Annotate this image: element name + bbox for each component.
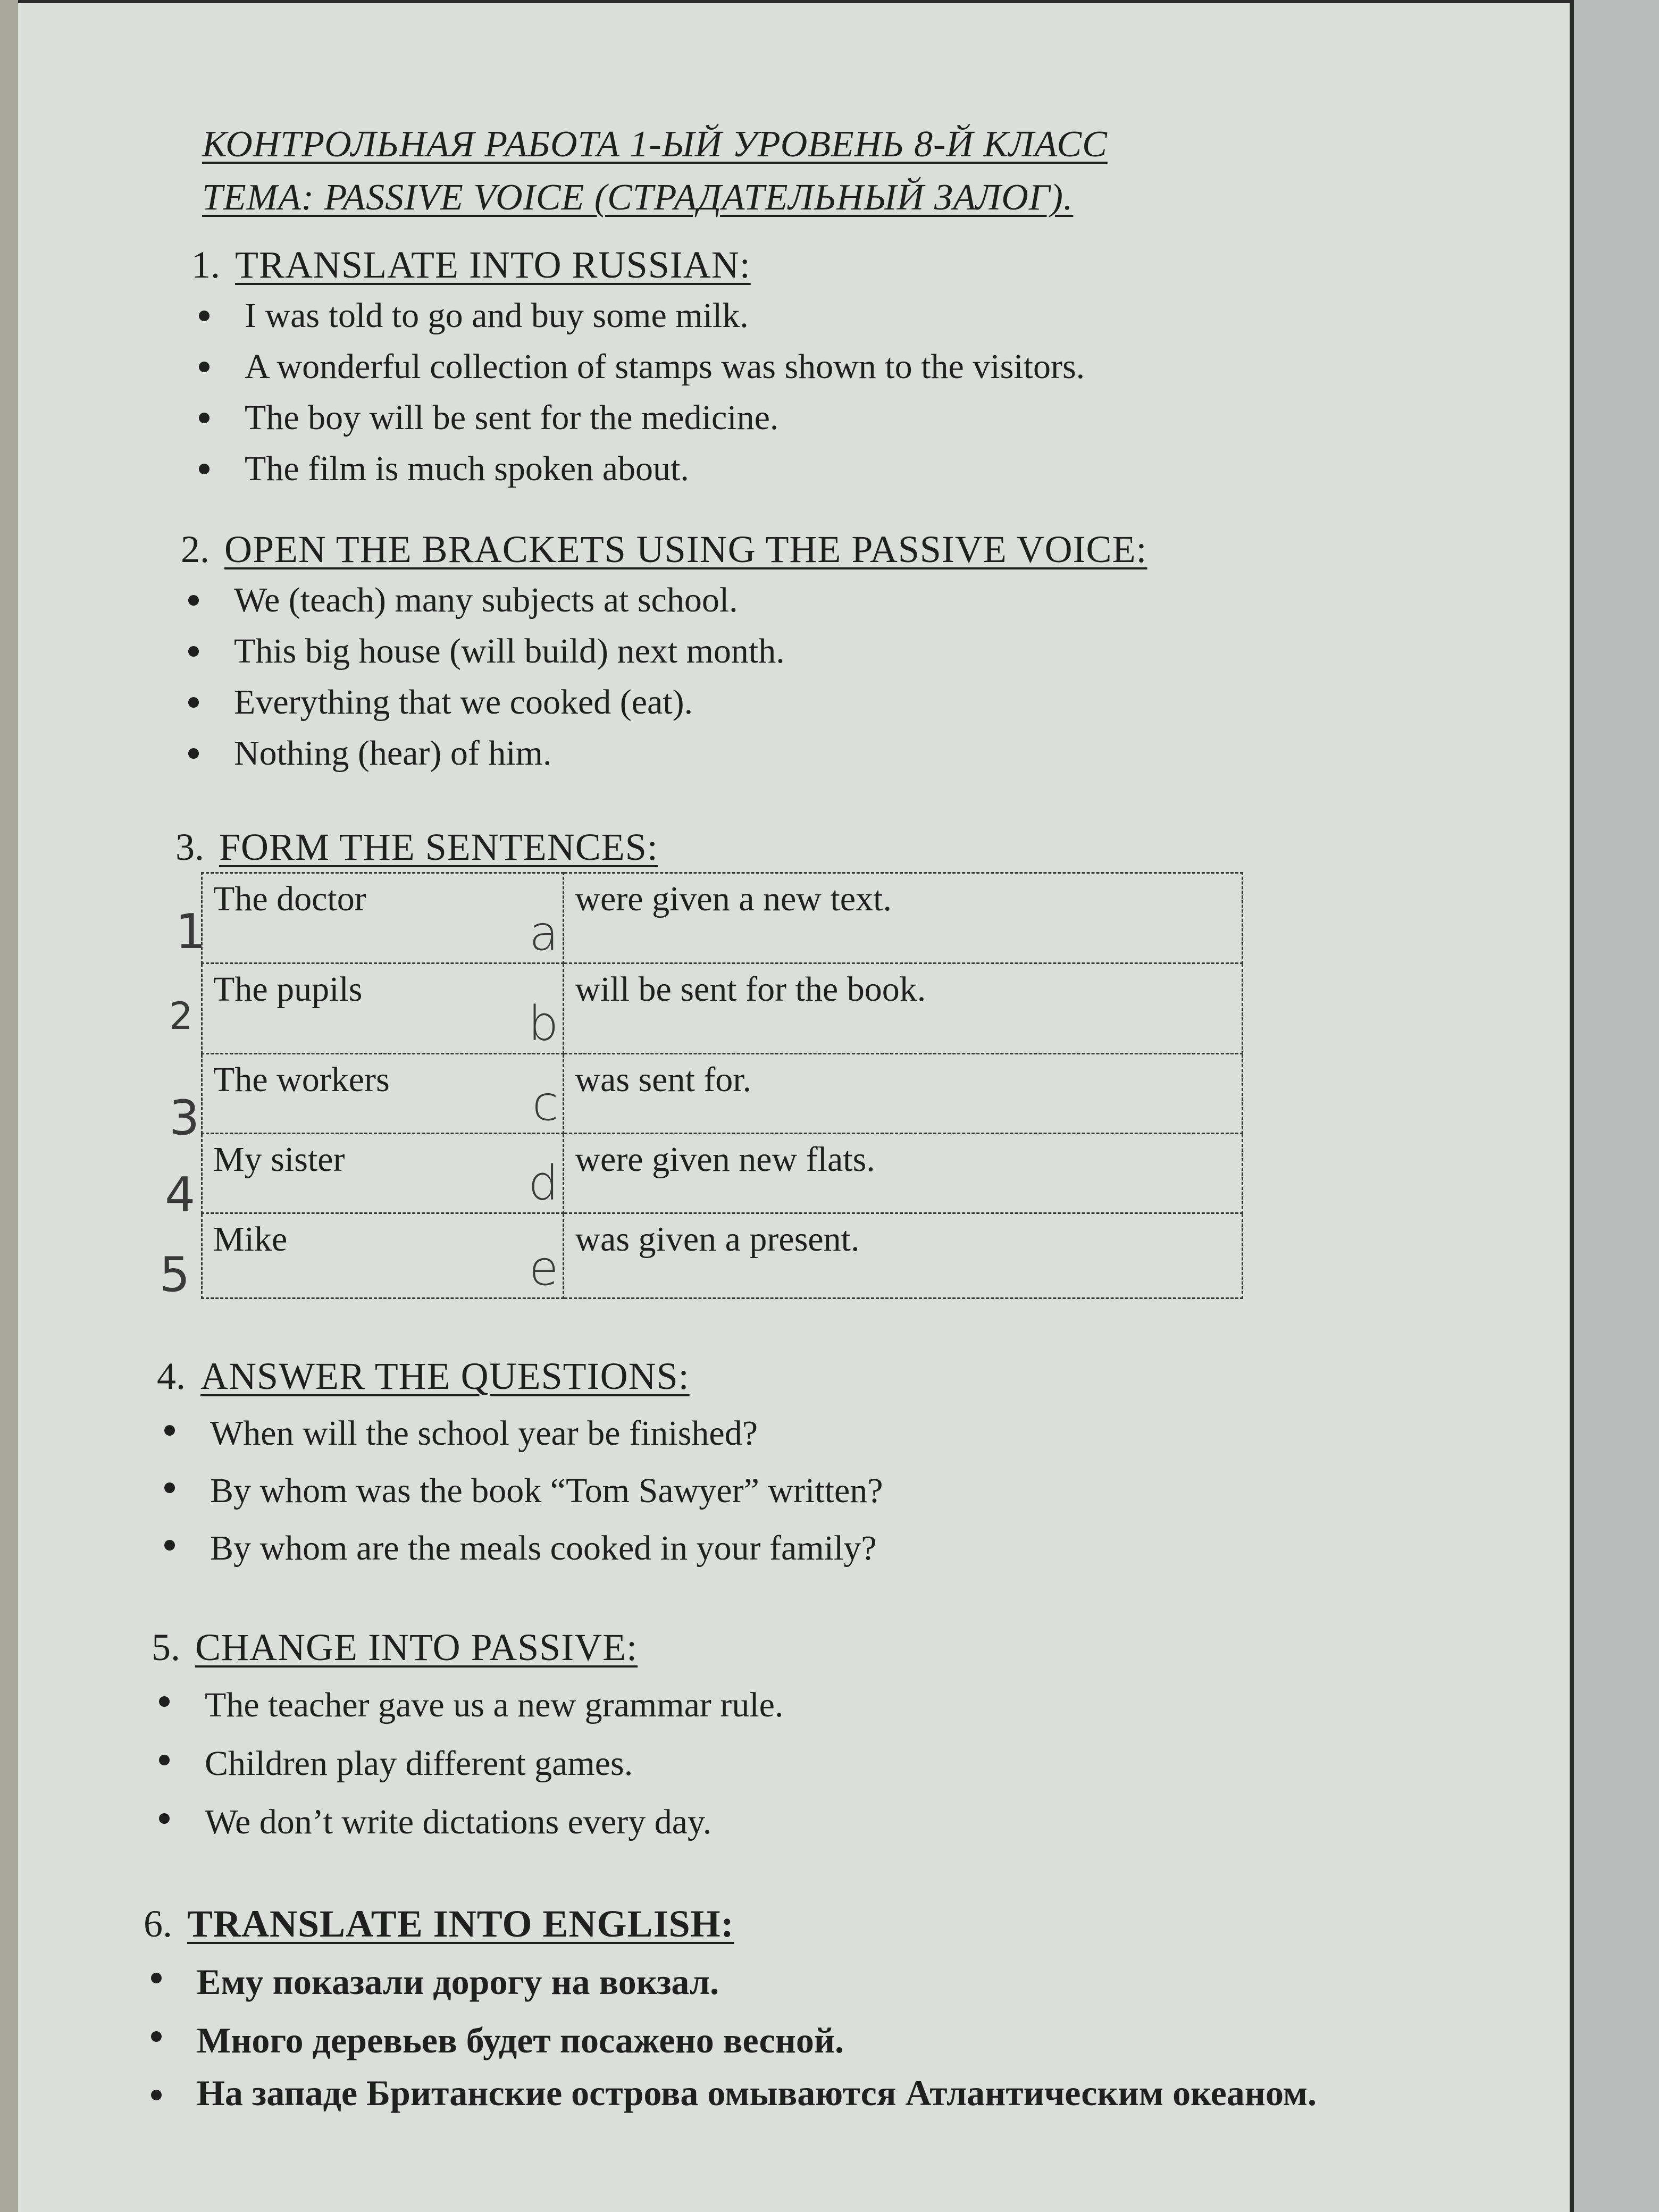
section-number: 4. [157,1355,186,1397]
table-row [202,1213,1243,1298]
section-number: 2. [181,528,210,571]
worksheet-header [202,118,1319,224]
section-title [144,1898,1446,1949]
section-translate-into-russian [191,239,1085,495]
handwritten-number: 2 [169,994,193,1038]
list-item: Ему показали дорогу на вокзал. [144,1953,1446,2011]
table-cell-predicate: was given a present. [564,1213,1243,1298]
table-row [202,1054,1243,1134]
handwritten-letter: e [529,1241,559,1296]
handwritten-letter: c [532,1076,559,1132]
cell-text: Mike [213,1220,288,1259]
table-row [202,1134,1243,1213]
section-title-text: FORM THE SENTENCES: [219,826,658,868]
handwritten-number: 1 [175,904,206,960]
table-cell-subject [202,1213,564,1298]
table-cell-predicate: will be sent for the book. [564,963,1243,1054]
list-item: By whom are the meals cooked in your family? [157,1520,883,1577]
section-title [175,822,658,873]
section-title [152,1622,783,1673]
list-item: We don’t write dictations every day. [152,1793,783,1851]
handwritten-letter: a [529,906,559,961]
section-title-text: CHANGE INTO PASSIVE: [195,1626,638,1669]
list-item: I was told to go and buy some milk. [191,290,1085,341]
section-title [191,239,1085,290]
list-item: The boy will be sent for the medicine. [191,392,1085,443]
section-translate-into-english [144,1898,1446,2116]
list-item: We (teach) many subjects at school. [181,575,1147,626]
table-cell-predicate: were given a new text. [564,873,1243,963]
handwritten-number: 3 [169,1090,200,1146]
section-title [181,524,1147,575]
table-cell-subject [202,873,564,963]
section-number: 1. [191,244,220,286]
handwritten-letter: d [528,1155,559,1211]
section-open-brackets [181,524,1147,779]
table-cell-subject [202,1054,564,1134]
cell-text: The pupils [213,970,363,1009]
matching-table [201,872,1243,1299]
table-row [202,873,1243,963]
list-item: The teacher gave us a new grammar rule. [152,1676,783,1735]
section-number: 6. [144,1903,172,1945]
cell-text: My sister [213,1140,345,1179]
section-title-text: TRANSLATE INTO ENGLISH: [187,1903,734,1945]
list-item: This big house (will build) next month. [181,626,1147,677]
section-title-text: TRANSLATE INTO RUSSIAN: [235,244,751,286]
list-item: Children play different games. [152,1735,783,1793]
list-item: На западе Британские острова омываются Атлантическим океаном. [144,2069,1446,2116]
header-line-1: КОНТРОЛЬНАЯ РАБОТА 1-ЫЙ УРОВЕНЬ 8-Й КЛАСС [202,124,1108,165]
section-answer-questions [157,1351,883,1577]
list-item: A wonderful collection of stamps was shown to the visitors. [191,341,1085,392]
table-row [202,963,1243,1054]
list-item: Много деревьев будет посажено весной. [144,2011,1446,2069]
table-cell-subject [202,1134,564,1213]
section-title [157,1351,883,1402]
background-edge [0,0,18,2212]
table-cell-predicate: were given new flats. [564,1134,1243,1213]
cell-text: The doctor [213,879,366,918]
section-number: 5. [152,1626,180,1669]
section-number: 3. [175,826,204,868]
list-item: Everything that we cooked (eat). [181,677,1147,728]
handwritten-letter: b [528,996,559,1052]
list-item: Nothing (hear) of him. [181,728,1147,779]
section-change-into-passive [152,1622,783,1851]
handwritten-number: 5 [160,1247,190,1303]
list-item: By whom was the book “Tom Sawyer” written? [157,1462,883,1520]
cell-text: The workers [213,1060,390,1099]
section-title-text: OPEN THE BRACKETS USING THE PASSIVE VOICE: [224,528,1147,571]
list-item: When will the school year be finished? [157,1405,883,1462]
header-line-2: ТЕМА: PASSIVE VOICE (СТРАДАТЕЛЬНЫЙ ЗАЛОГ). [202,177,1074,218]
section-form-sentences [175,822,658,873]
section-title-text: ANSWER THE QUESTIONS: [200,1355,690,1397]
table-cell-predicate: was sent for. [564,1054,1243,1134]
table-cell-subject [202,963,564,1054]
list-item: The film is much spoken about. [191,443,1085,495]
handwritten-number: 4 [165,1167,196,1223]
